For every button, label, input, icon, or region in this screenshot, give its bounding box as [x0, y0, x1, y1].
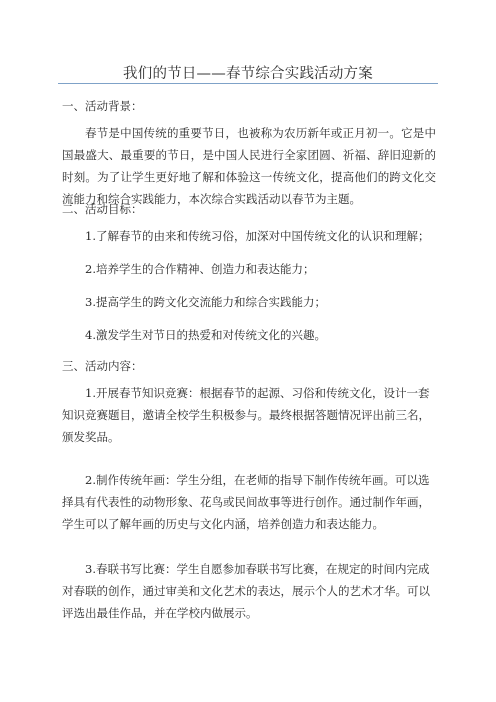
content-item-1: 1.开展春节知识竞赛：根据春节的起源、习俗和传统文化，设计一套知识竞赛题目，邀请全校学生积极参与。最终根据答题情况评出前三名，颁发奖品。 [62, 386, 430, 444]
background-paragraph: 春节是中国传统的重要节日，也被称为农历新年或正月初一。它是中国最盛大、最重要的节日，是中国人民进行全家团圆、祈福、辞旧迎新的时刻。为了让学生更好地了解和体验这一传统文化，提高他们的跨文化交流能力和综合实践能力，本次综合实践活动以春节为主题。 [62, 126, 436, 206]
section-heading-content: 三、活动内容： [62, 359, 143, 373]
goal-item-1: 1.了解春节的由来和传统习俗，加深对中国传统文化的认识和理解； [85, 229, 430, 243]
section-heading-goals: 二、活动目标： [62, 202, 143, 216]
section-heading-background: 一、活动背景： [62, 99, 143, 113]
title-underline [58, 83, 438, 84]
goal-item-2: 2.培养学生的合作精神、创造力和表达能力； [85, 262, 315, 276]
content-item-2: 2.制作传统年画：学生分组，在老师的指导下制作传统年画。可以选择具有代表性的动物形象、花鸟或民间故事等进行创作。通过制作年画，学生可以了解年画的历史与文化内涵，培养创造力和表达能力。 [62, 473, 430, 531]
content-item-3: 3.春联书写比赛：学生自愿参加春联书写比赛，在规定的时间内完成对春联的创作，通过审美和文化艺术的表达，展示个人的艺术才华。可以评选出最佳作品，并在学校内做展示。 [62, 562, 430, 620]
goal-item-3: 3.提高学生的跨文化交流能力和综合实践能力； [85, 295, 326, 309]
goal-item-4: 4.激发学生对节日的热爱和对传统文化的兴趣。 [85, 328, 326, 342]
document-title: 我们的节日——春节综合实践活动方案 [123, 66, 373, 82]
